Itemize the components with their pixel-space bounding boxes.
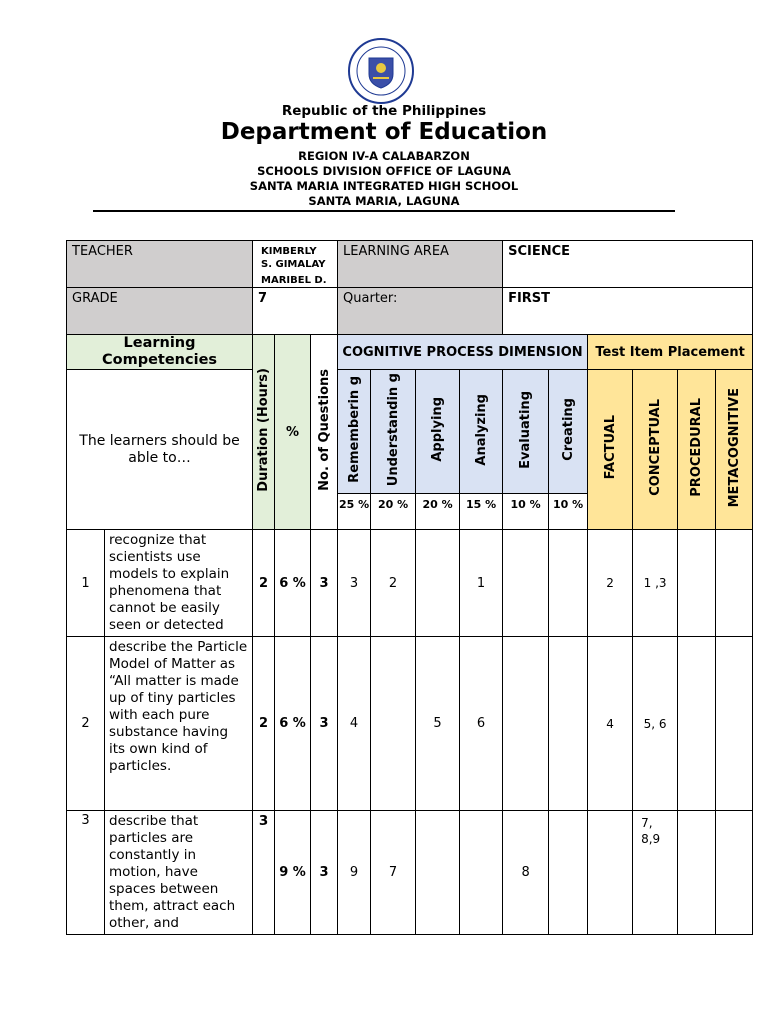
applying-value (416, 530, 460, 637)
region-line: REGION IV-A CALABARZON (298, 149, 470, 163)
republic-line: Republic of the Philippines (281, 103, 487, 119)
analyzing-value: 6 (460, 637, 503, 811)
creating-value (549, 811, 588, 935)
questions-value: 3 (311, 811, 338, 935)
conceptual-value: 7, 8,9 (633, 811, 678, 935)
grade-label: GRADE (67, 288, 253, 335)
grade-value: 7 (253, 288, 338, 335)
learning-area-value: SCIENCE (503, 241, 753, 288)
procedural-header: PROCEDURAL (678, 370, 716, 530)
evaluating-value: 8 (503, 811, 549, 935)
applying-value (416, 811, 460, 935)
creating-value (549, 637, 588, 811)
cognitive-header: COGNITIVE PROCESS DIMENSION (338, 335, 588, 370)
evaluating-value (503, 637, 549, 811)
analyzing-value: 1 (460, 530, 503, 637)
table-row (67, 637, 753, 811)
deped-seal (343, 38, 419, 104)
applying-header: Applying (416, 370, 460, 494)
procedural-value (678, 530, 716, 637)
row-number: 3 (67, 811, 105, 935)
competency-text: describe the Particle Model of Matter as “All matter is made up of tiny particles with each pure substance having its own kind of particles. (105, 637, 253, 811)
factual-value: 2 (588, 530, 633, 637)
factual-value (588, 811, 633, 935)
understanding-value: 7 (371, 811, 416, 935)
school-line: SANTA MARIA INTEGRATED HIGH SCHOOL (249, 179, 519, 193)
location-line: SANTA MARIA, LAGUNA (308, 194, 460, 208)
remembering-value: 4 (338, 637, 371, 811)
metacognitive-header: METACOGNITIVE (716, 370, 753, 530)
applying-value: 5 (416, 637, 460, 811)
quarter-label: Quarter: (338, 288, 503, 335)
table-row (67, 530, 753, 637)
remembering-header: Rememberin g (338, 370, 371, 494)
header-rule (93, 210, 675, 212)
pct-applying: 20 % (416, 494, 460, 530)
pct-evaluating: 10 % (503, 494, 549, 530)
learners-intro: The learners should be able to… (67, 370, 253, 530)
pct-creating: 10 % (549, 494, 588, 530)
row-number: 1 (67, 530, 105, 637)
metacognitive-value (716, 811, 753, 935)
teacher-value: KIMBERLY S. GIMALAY MARIBEL D. (253, 241, 338, 288)
procedural-value (678, 811, 716, 935)
analyzing-header: Analyzing (460, 370, 503, 494)
duration-value: 2 (253, 637, 275, 811)
division-line: SCHOOLS DIVISION OFFICE OF LAGUNA (257, 164, 511, 178)
remembering-value: 3 (338, 530, 371, 637)
understanding-value (371, 637, 416, 811)
percent-value: 9 % (275, 811, 311, 935)
test-item-header: Test Item Placement (588, 335, 753, 370)
creating-header: Creating (549, 370, 588, 494)
learning-area-label: LEARNING AREA (338, 241, 503, 288)
conceptual-value: 1 ,3 (633, 530, 678, 637)
pct-analyzing: 15 % (460, 494, 503, 530)
pct-remembering: 25 % (338, 494, 371, 530)
department-title: Department of Education (220, 119, 548, 145)
percent-value: 6 % (275, 530, 311, 637)
questions-value: 3 (311, 637, 338, 811)
metacognitive-value (716, 530, 753, 637)
pct-understanding: 20 % (371, 494, 416, 530)
understanding-header: Understandin g (371, 370, 416, 494)
evaluating-value (503, 530, 549, 637)
analyzing-value (460, 811, 503, 935)
table-of-specifications (66, 240, 753, 935)
conceptual-value: 5, 6 (633, 637, 678, 811)
duration-value: 3 (253, 811, 275, 935)
procedural-value (678, 637, 716, 811)
competency-text: describe that particles are constantly in motion, have spaces between them, attract each other, and (105, 811, 253, 935)
evaluating-header: Evaluating (503, 370, 549, 494)
teacher-label: TEACHER (67, 241, 253, 288)
row-number: 2 (67, 637, 105, 811)
creating-value (549, 530, 588, 637)
table-row (67, 811, 753, 935)
competency-text: recognize that scientists use models to explain phenomena that cannot be easily seen or detected (105, 530, 253, 637)
metacognitive-value (716, 637, 753, 811)
conceptual-header: CONCEPTUAL (633, 370, 678, 530)
duration-value: 2 (253, 530, 275, 637)
remembering-value: 9 (338, 811, 371, 935)
percent-header: % (275, 335, 311, 530)
learning-competencies-header: Learning Competencies (67, 335, 253, 370)
factual-value: 4 (588, 637, 633, 811)
questions-value: 3 (311, 530, 338, 637)
percent-value: 6 % (275, 637, 311, 811)
num-questions-header: No. of Questions (311, 335, 338, 530)
factual-header: FACTUAL (588, 370, 633, 530)
duration-header: Duration (Hours) (253, 335, 275, 530)
quarter-value: FIRST (503, 288, 753, 335)
understanding-value: 2 (371, 530, 416, 637)
